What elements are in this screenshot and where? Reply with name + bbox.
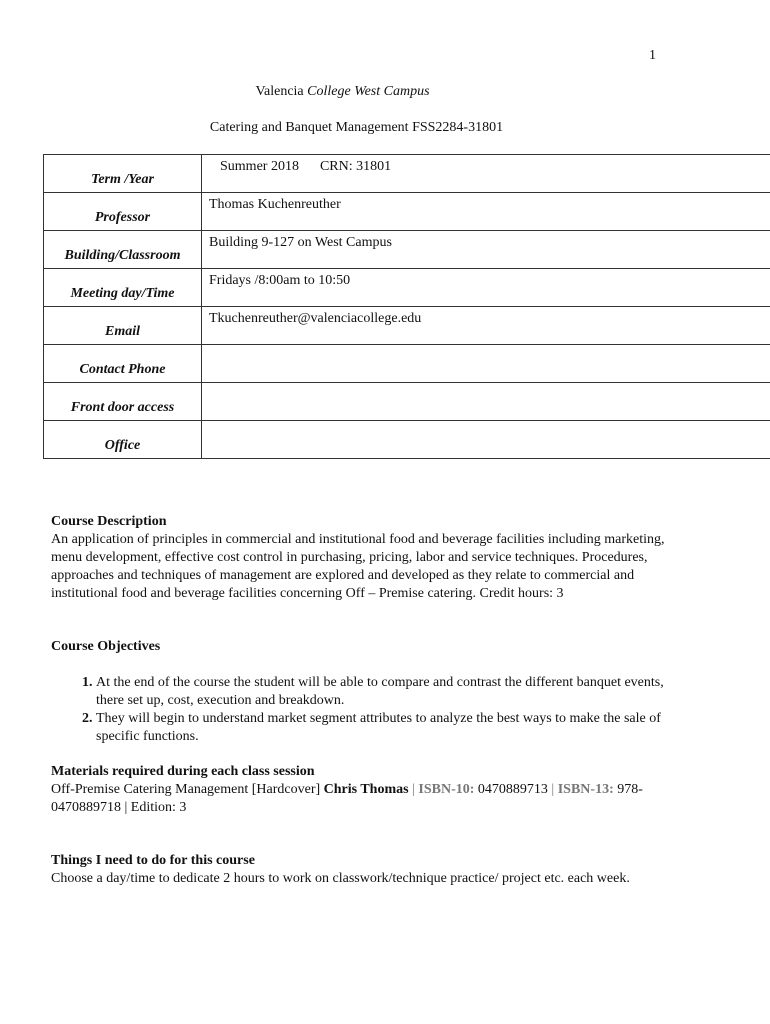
course-description-heading: Course Description — [51, 514, 167, 529]
course-objectives-heading: Course Objectives — [51, 639, 161, 654]
row-value: Building 9-127 on West Campus — [202, 231, 770, 269]
book-title: Off-Premise Catering Management [Hardcover] — [51, 782, 324, 797]
course-description-section — [51, 513, 671, 603]
row-value: Tkuchenreuther@valenciacollege.edu — [202, 307, 770, 345]
course-description-text: An application of principles in commercial and institutional food and beverage facilities including marketing, menu development, effective cost control in purchasing, pricing, labor and service techniques. Procedures, approaches and techniques of management are explored and developed as they relate to commercial and institutional food and beverage facilities concerning Off – Premise catering. Credit hours: 3 — [51, 532, 665, 601]
college-title-plain: Valencia — [255, 84, 308, 99]
book-author: Chris Thomas — [323, 782, 409, 797]
separator: | — [408, 782, 419, 797]
row-label: Professor — [44, 193, 202, 231]
table-row — [44, 269, 770, 307]
row-value — [202, 383, 770, 421]
list-item: 2. They will begin to understand market segment attributes to analyze the best ways to make the sale of specific functions. — [96, 710, 671, 746]
objectives-list — [51, 674, 671, 746]
separator: | — [551, 782, 558, 797]
row-value: Summer 2018 CRN: 31801 — [202, 155, 770, 193]
row-label: Contact Phone — [44, 345, 202, 383]
isbn13-label: ISBN-13: — [557, 782, 614, 797]
row-value: Thomas Kuchenreuther — [202, 193, 770, 231]
course-info-table — [43, 154, 770, 459]
table-row — [44, 307, 770, 345]
course-title: Catering and Banquet Management FSS2284-31801 — [209, 120, 504, 135]
isbn13-value: 978-0470889718 | Edition: 3 — [51, 782, 643, 815]
row-label: Term /Year — [44, 155, 202, 193]
row-label: Email — [44, 307, 202, 345]
table-row — [44, 155, 770, 193]
row-label: Office — [44, 421, 202, 459]
todo-text: Choose a day/time to dedicate 2 hours to work on classwork/technique practice/ project etc. each week. — [51, 871, 630, 886]
materials-text — [51, 781, 651, 817]
row-label: Front door access — [44, 383, 202, 421]
isbn10-value: 0470889713 — [474, 782, 552, 797]
isbn10-label: ISBN-10: — [418, 782, 475, 797]
table-row — [44, 193, 770, 231]
materials-heading: Materials required during each class session — [51, 764, 315, 779]
course-objectives-section — [51, 638, 671, 746]
row-value — [202, 421, 770, 459]
row-value: Fridays /8:00am to 10:50 — [202, 269, 770, 307]
table-row — [44, 383, 770, 421]
todo-heading: Things I need to do for this course — [51, 853, 255, 868]
page-number: 1 — [649, 48, 656, 63]
row-label: Building/Classroom — [44, 231, 202, 269]
table-row — [44, 421, 770, 459]
table-row — [44, 345, 770, 383]
row-label: Meeting day/Time — [44, 269, 202, 307]
college-title-italic: College West Campus — [307, 84, 430, 99]
table-row — [44, 231, 770, 269]
row-value — [202, 345, 770, 383]
todo-section — [51, 852, 711, 888]
materials-section — [51, 763, 651, 817]
list-item: 1. At the end of the course the student will be able to compare and contrast the different banquet events, there set up, cost, execution and breakdown. — [96, 674, 671, 710]
college-title — [0, 84, 685, 100]
